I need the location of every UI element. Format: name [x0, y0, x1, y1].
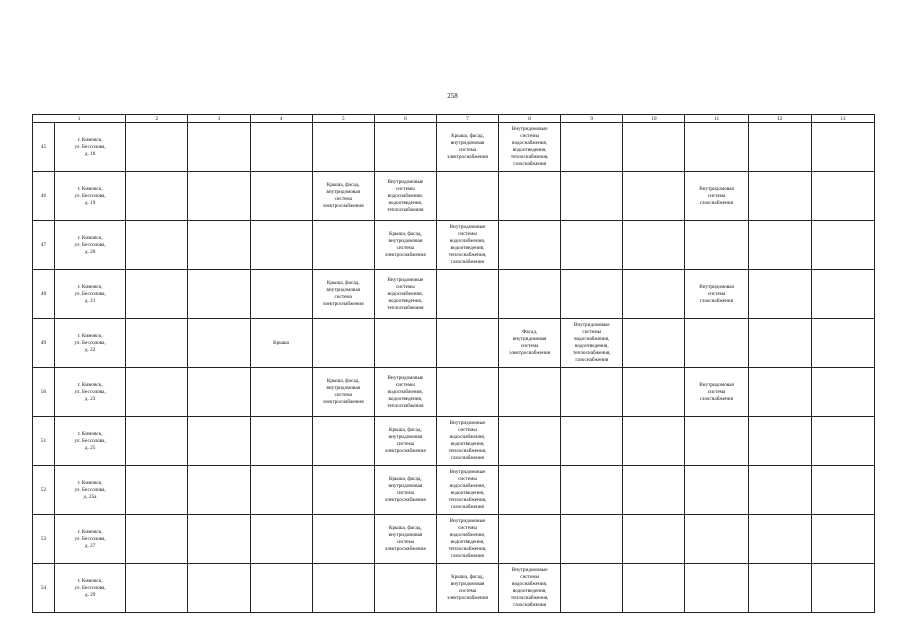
work-cell [748, 417, 811, 466]
work-cell [250, 515, 312, 564]
address-cell: г. Кимовск, ул. Бессолова, д. 22 [55, 319, 126, 368]
column-header: 9 [561, 115, 623, 123]
work-cell: Крыша, фасад, внутридомовая система электроснабжения [436, 564, 498, 613]
work-cell [126, 417, 188, 466]
row-number: 50 [33, 368, 55, 417]
work-cell [250, 417, 312, 466]
address-cell: г. Кимовск, ул. Бессолова, д. 25а [55, 466, 126, 515]
row-number: 45 [33, 123, 55, 172]
column-header: 8 [499, 115, 561, 123]
work-cell [811, 466, 874, 515]
table-row [33, 270, 875, 319]
column-header: 1 [33, 115, 126, 123]
address-cell: г. Кимовск, ул. Бессолова, д. 27 [55, 515, 126, 564]
work-cell [685, 466, 748, 515]
work-cell [436, 368, 498, 417]
table-row [33, 172, 875, 221]
work-cell [685, 123, 748, 172]
work-cell [312, 515, 374, 564]
work-cell [748, 368, 811, 417]
work-cell [312, 319, 374, 368]
work-cell [748, 319, 811, 368]
work-cell [250, 172, 312, 221]
work-cell: Внутридомовые системы водоснабжения, водоотведения, теплоснабжения, газоснабжения [436, 417, 498, 466]
column-header: 10 [623, 115, 685, 123]
work-cell: Крыша, фасад, внутридомовая система электроснабжения [436, 123, 498, 172]
table-row [33, 368, 875, 417]
work-cell [561, 417, 623, 466]
work-cell: Крыша, фасад, внутридомовая система электроснабжения [374, 221, 436, 270]
work-cell [623, 564, 685, 613]
row-number: 54 [33, 564, 55, 613]
work-cell [811, 123, 874, 172]
work-cell: Крыша, фасад, внутридомовая система электроснабжения [312, 172, 374, 221]
work-cell [250, 123, 312, 172]
work-cell [748, 221, 811, 270]
work-cell: Внутридомовые системы водоснабжения, водоотведения, теплоснабжения, газоснабжения [561, 319, 623, 368]
work-cell [748, 123, 811, 172]
table-row [33, 515, 875, 564]
work-cell [561, 221, 623, 270]
row-number: 47 [33, 221, 55, 270]
work-cell [561, 270, 623, 319]
address-cell: г. Кимовск, ул. Бессолова, д. 21 [55, 270, 126, 319]
column-header: 6 [374, 115, 436, 123]
work-cell [623, 123, 685, 172]
work-cell: Крыша, фасад, внутридомовая система электроснабжения [312, 270, 374, 319]
table-row [33, 221, 875, 270]
work-cell: Внутридомовая система газоснабжения [685, 270, 748, 319]
work-cell [561, 368, 623, 417]
work-cell: Внутридомовые системы водоснабжения, водоотведения, теплоснабжения, газоснабжения [499, 564, 561, 613]
address-cell: г. Кимовск, ул. Бессолова, д. 20 [55, 221, 126, 270]
work-cell [623, 515, 685, 564]
work-cell: Фасад, внутридомовая система электроснабжения [499, 319, 561, 368]
row-number: 46 [33, 172, 55, 221]
work-cell: Крыша [250, 319, 312, 368]
work-cell [685, 319, 748, 368]
work-cell [623, 368, 685, 417]
row-number: 49 [33, 319, 55, 368]
work-cell [436, 319, 498, 368]
page-number: 258 [447, 92, 458, 100]
work-cell [811, 221, 874, 270]
table-row [33, 417, 875, 466]
work-cell [623, 319, 685, 368]
table-row [33, 564, 875, 613]
work-cell [312, 417, 374, 466]
work-cell [188, 319, 250, 368]
address-cell: г. Кимовск, ул. Бессолова, д. 29 [55, 564, 126, 613]
work-cell [188, 368, 250, 417]
work-cell: Внутридомовая система газоснабжения [685, 368, 748, 417]
repair-schedule-table [32, 114, 875, 613]
work-cell [126, 123, 188, 172]
work-cell [250, 270, 312, 319]
work-cell [188, 515, 250, 564]
work-cell [685, 417, 748, 466]
work-cell [188, 564, 250, 613]
table-row [33, 466, 875, 515]
work-cell [748, 172, 811, 221]
work-cell [374, 319, 436, 368]
table-row [33, 319, 875, 368]
work-cell: Крыша, фасад, внутридомовая система электроснабжения [374, 515, 436, 564]
column-header: 7 [436, 115, 498, 123]
work-cell [561, 564, 623, 613]
work-cell [436, 270, 498, 319]
work-cell [623, 221, 685, 270]
work-cell: Внутридомовые системы водоснабжения, водоотведения, теплоснабжения, газоснабжения [436, 466, 498, 515]
work-cell [811, 417, 874, 466]
address-cell: г. Кимовск, ул. Бессолова, д. 19 [55, 172, 126, 221]
work-cell [685, 515, 748, 564]
work-cell [126, 564, 188, 613]
work-cell: Внутридомовая система газоснабжения [685, 172, 748, 221]
work-cell: Внутридомовые системы водоснабжения, водоотведения, теплоснабжения, газоснабжения [436, 221, 498, 270]
column-header: 3 [188, 115, 250, 123]
work-cell [748, 270, 811, 319]
work-cell [623, 417, 685, 466]
work-cell [250, 466, 312, 515]
table-row [33, 123, 875, 172]
work-cell [188, 172, 250, 221]
work-cell [499, 221, 561, 270]
work-cell: Крыша, фасад, внутридомовая система электроснабжения [312, 368, 374, 417]
work-cell [312, 123, 374, 172]
work-cell [126, 221, 188, 270]
work-cell [499, 417, 561, 466]
work-cell [623, 172, 685, 221]
work-cell [811, 515, 874, 564]
work-cell: Внутридомовые системы водоснабжения, водоотведения, теплоснабжения, газоснабжения [499, 123, 561, 172]
work-cell [126, 270, 188, 319]
column-header: 4 [250, 115, 312, 123]
work-cell [436, 172, 498, 221]
work-cell [312, 221, 374, 270]
work-cell [623, 270, 685, 319]
row-number: 53 [33, 515, 55, 564]
row-number: 48 [33, 270, 55, 319]
address-cell: г. Кимовск, ул. Бессолова, д. 25 [55, 417, 126, 466]
work-cell [312, 564, 374, 613]
work-cell [748, 564, 811, 613]
work-cell [685, 221, 748, 270]
work-cell [499, 270, 561, 319]
work-cell [188, 417, 250, 466]
work-cell [561, 172, 623, 221]
row-number: 51 [33, 417, 55, 466]
work-cell [126, 515, 188, 564]
header-row [33, 115, 875, 123]
work-cell [811, 172, 874, 221]
work-cell [499, 172, 561, 221]
work-cell [126, 319, 188, 368]
column-header: 5 [312, 115, 374, 123]
address-cell: г. Кимовск, ул. Бессолова, д. 18 [55, 123, 126, 172]
work-cell [126, 172, 188, 221]
work-cell [250, 368, 312, 417]
work-cell [374, 123, 436, 172]
column-header: 11 [685, 115, 748, 123]
work-cell: Внутридомовые системы водоснабжения, водоотведения, теплоснабжения, газоснабжения [436, 515, 498, 564]
work-cell [499, 515, 561, 564]
work-cell [561, 515, 623, 564]
work-cell: Крыша, фасад, внутридомовая система электроснабжения [374, 417, 436, 466]
work-cell: Крыша, фасад, внутридомовая система электроснабжения [374, 466, 436, 515]
work-cell [126, 368, 188, 417]
column-header: 12 [748, 115, 811, 123]
work-cell [188, 270, 250, 319]
work-cell [499, 368, 561, 417]
table-body [33, 123, 875, 613]
work-cell [811, 564, 874, 613]
work-cell [250, 221, 312, 270]
work-cell [748, 515, 811, 564]
work-cell [188, 221, 250, 270]
work-cell [685, 564, 748, 613]
column-header: 13 [811, 115, 874, 123]
work-cell [188, 123, 250, 172]
address-cell: г. Кимовск, ул. Бессолова, д. 23 [55, 368, 126, 417]
work-cell [811, 368, 874, 417]
work-cell [811, 319, 874, 368]
work-cell [188, 466, 250, 515]
work-cell [561, 466, 623, 515]
work-cell: Внутридомовые системы водоснабжения, водоотведения, теплоснабжения [374, 368, 436, 417]
work-cell: Внутридомовые системы водоснабжения, водоотведения, теплоснабжения [374, 270, 436, 319]
row-number: 52 [33, 466, 55, 515]
work-cell [250, 564, 312, 613]
work-cell [499, 466, 561, 515]
work-cell [374, 564, 436, 613]
work-cell [126, 466, 188, 515]
work-cell [312, 466, 374, 515]
work-cell [623, 466, 685, 515]
work-cell [748, 466, 811, 515]
column-header: 2 [126, 115, 188, 123]
work-cell [561, 123, 623, 172]
work-cell [811, 270, 874, 319]
work-cell: Внутридомовые системы водоснабжения, водоотведения, теплоснабжения [374, 172, 436, 221]
